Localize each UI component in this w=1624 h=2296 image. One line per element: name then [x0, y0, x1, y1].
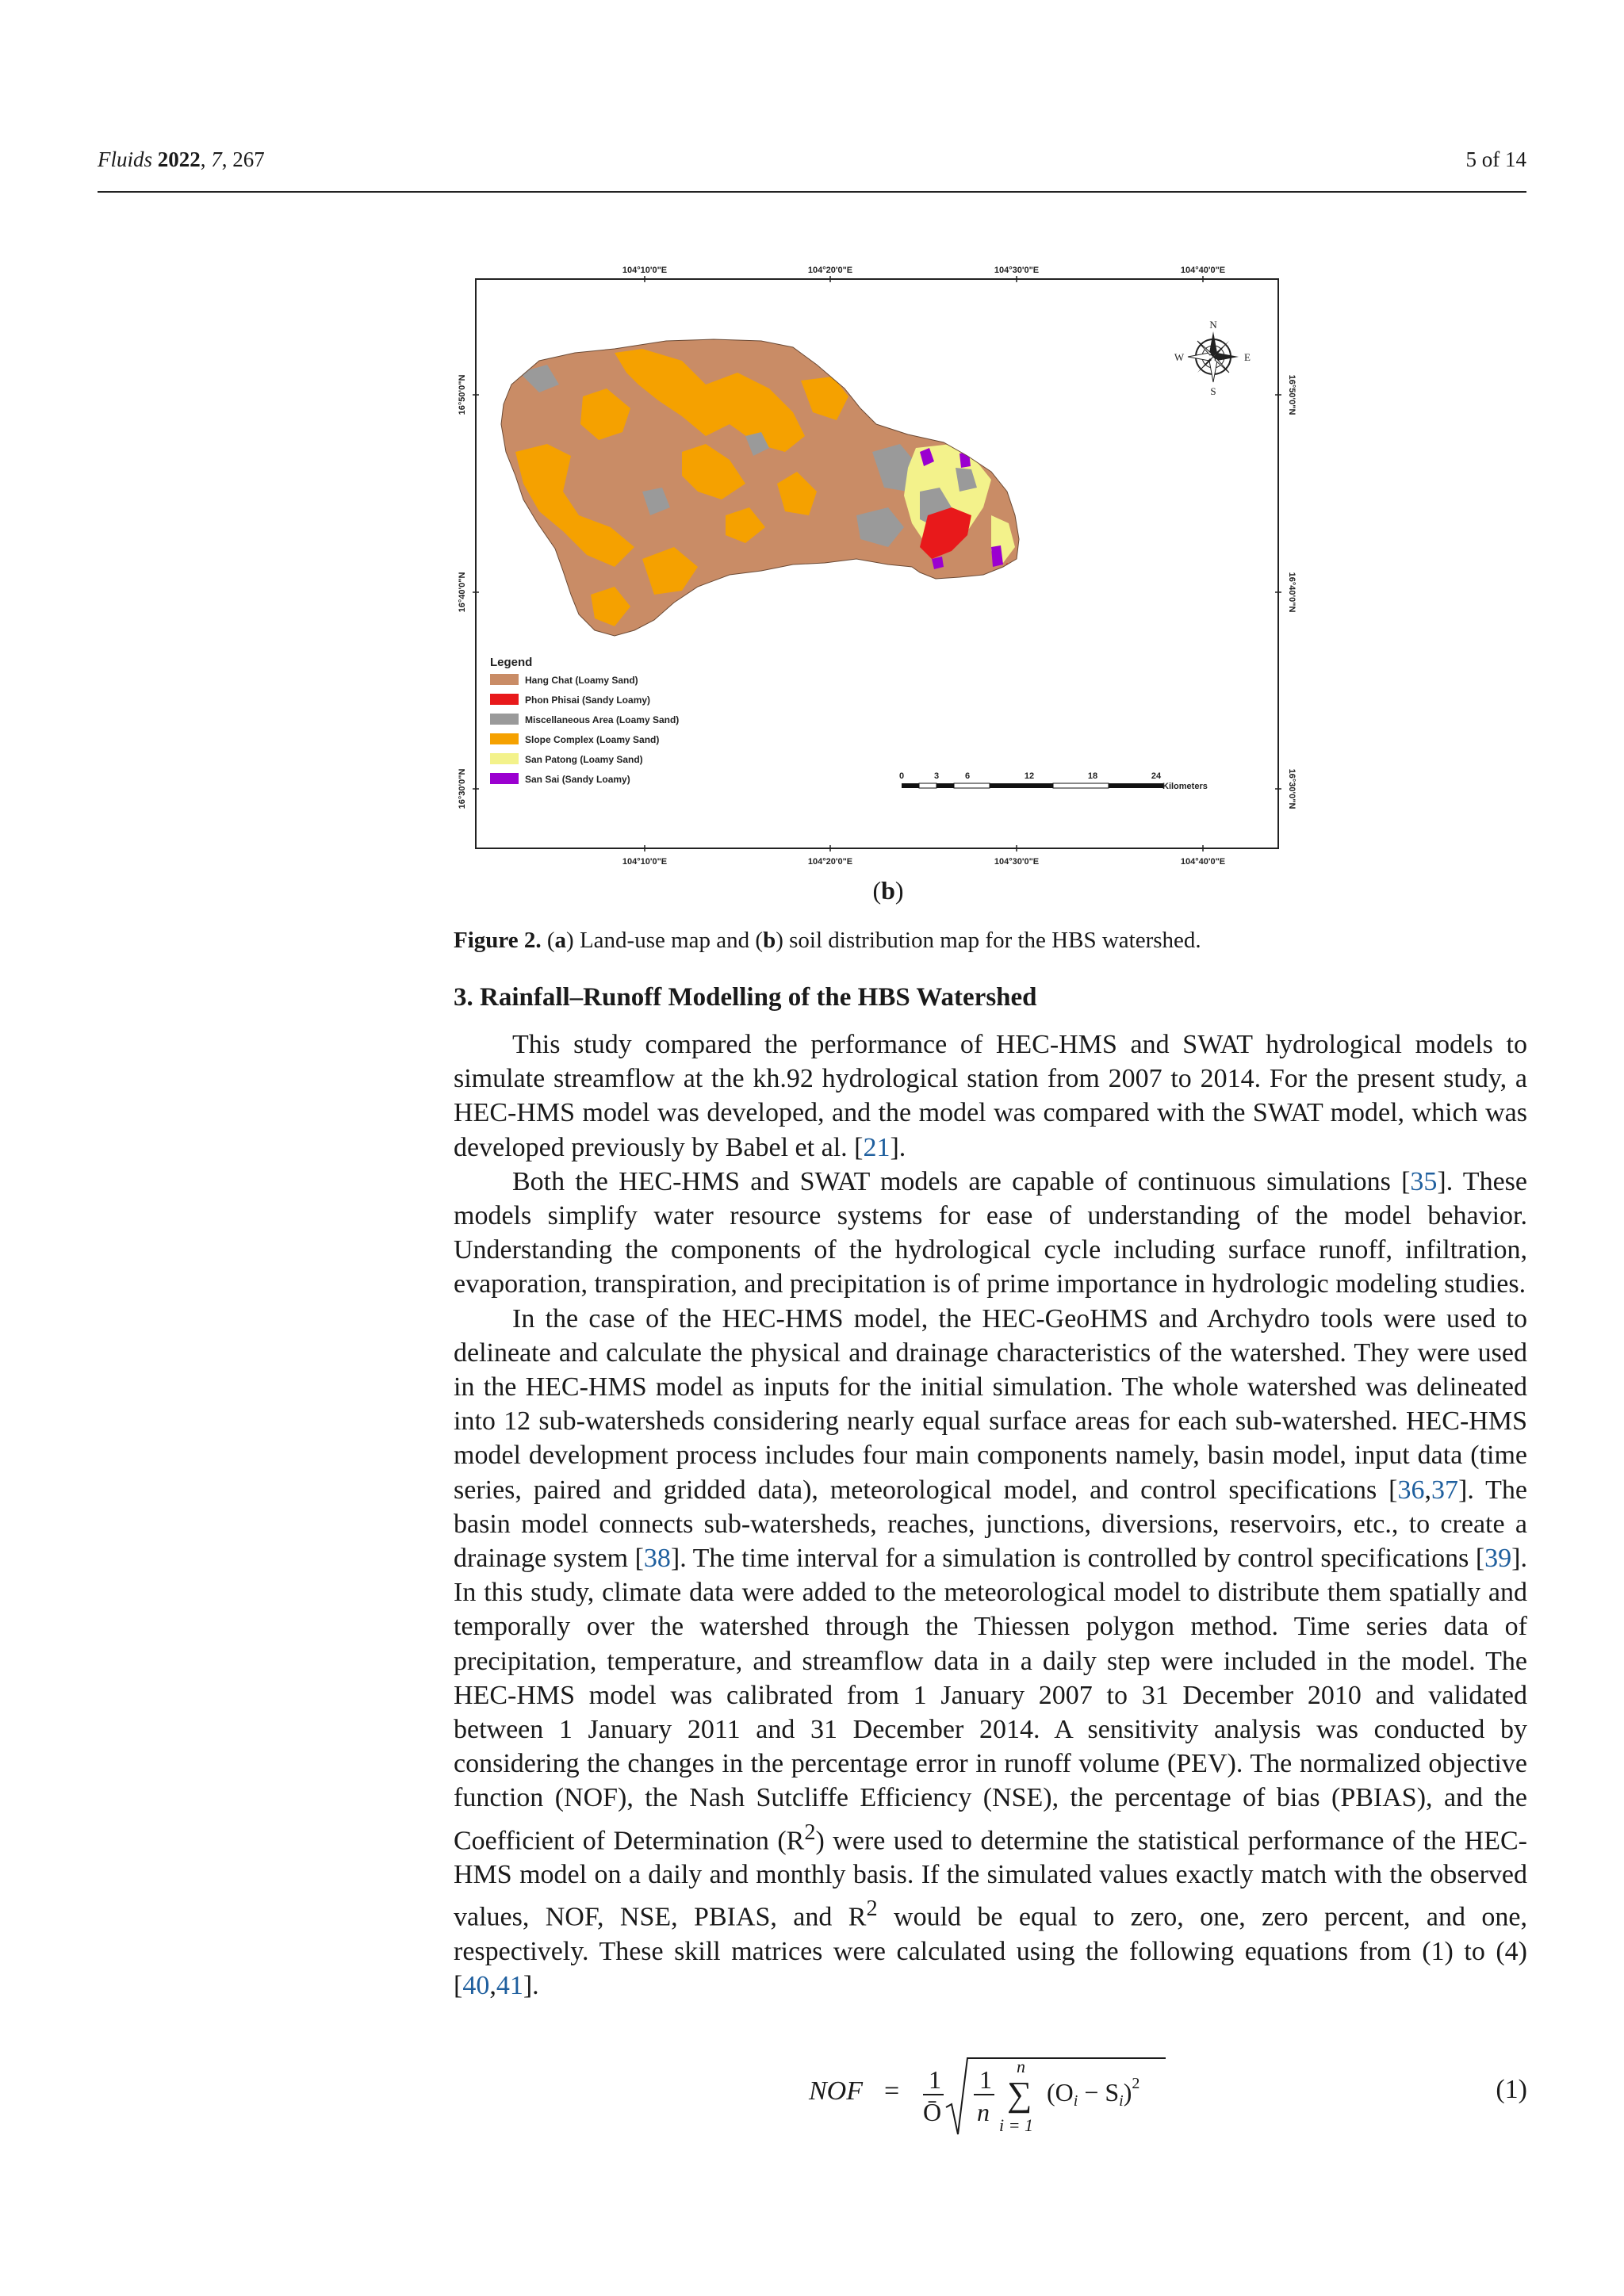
lon-tick-bottom-4: 104°40'0"E	[1180, 857, 1226, 867]
p3-text-f: would be equal to zero, one, zero percent, and one, respectively. These skill matrices were calculated using the following equations from (1) to (4) [	[454, 1902, 1527, 2001]
journal-volume: 7	[211, 147, 222, 171]
lat-tick-right-1: 16°50'0"N	[1287, 374, 1297, 415]
page-header	[98, 147, 1526, 179]
legend-swatch-hang-chat	[490, 674, 519, 685]
lon-tick-bottom-3: 104°30'0"E	[994, 857, 1040, 867]
eq-equals: =	[884, 2076, 900, 2106]
journal-citation: Fluids 2022, 7, 267	[98, 147, 265, 171]
body-text	[454, 1027, 1527, 2003]
eq-inner-den: n	[977, 2098, 990, 2126]
lon-tick-bottom-1: 104°10'0"E	[622, 857, 668, 867]
p1-end: ].	[890, 1132, 906, 1162]
paragraph-2	[454, 1165, 1527, 1302]
p2-text: Both the HEC-HMS and SWAT models are capable of continuous simulations [	[512, 1166, 1411, 1196]
lon-tick-top-1: 104°10'0"E	[622, 266, 668, 275]
citation-21[interactable]: 21	[863, 1132, 891, 1162]
eq-sum: ∑	[1007, 2075, 1032, 2114]
eq-frac-num: 1	[929, 2065, 941, 2094]
compass-w: W	[1174, 351, 1185, 363]
eq-sum-upper: n	[1017, 2057, 1025, 2076]
p1-text: This study compared the performance of HEC-HMS and SWAT hydrological models to simulate streamflow at the kh.92 hydrological station from 2007 to 2014. For the present study, a HEC-HMS model was developed, and the model was compared with the SWAT model, which was developed previously by Babel et al. [	[454, 1030, 1527, 1162]
equation-number: (1)	[1496, 2075, 1527, 2104]
header-rule	[98, 191, 1526, 193]
scale-unit: Kilometers	[1162, 782, 1208, 791]
compass-n: N	[1209, 319, 1217, 331]
lon-tick-top-3: 104°30'0"E	[994, 266, 1040, 275]
scale-tick-6: 6	[964, 771, 971, 781]
paragraph-1	[454, 1027, 1527, 1165]
caption-label: Figure 2.	[454, 928, 542, 953]
citation-35[interactable]: 35	[1410, 1166, 1438, 1196]
p3-text-e: ) were used to determine the statistical performance of the HEC-HMS model on a daily and monthly basis. If the simulated values exactly match with the observed values, NOF, NSE, PBIAS, and R	[454, 1826, 1527, 1932]
figure-sub-label	[833, 876, 944, 905]
caption-part: ) Land-use map and (	[566, 928, 764, 953]
p3-text-b: ]. The basin model connects sub-watersheds, reaches, junctions, diversions, reservoirs, etc., to create a drainage system [	[454, 1475, 1527, 1574]
eq-body	[1047, 2075, 1139, 2110]
article-number: 267	[232, 147, 265, 171]
sub-label-open: (	[872, 876, 882, 905]
eq-inner-num: 1	[979, 2065, 992, 2094]
compass-s: S	[1210, 385, 1216, 397]
lon-tick-top-4: 104°40'0"E	[1180, 266, 1226, 275]
lat-tick-right-3: 16°30'0"N	[1287, 768, 1297, 809]
figure-caption	[454, 928, 1527, 954]
eq-sub-i: i	[1073, 2092, 1078, 2110]
scale-tick-12: 12	[1024, 771, 1035, 781]
lat-tick-left-1: 16°50'0"N	[458, 374, 467, 415]
legend-label-slope: Slope Complex (Loamy Sand)	[525, 734, 660, 745]
eq-sum-lower: i = 1	[999, 2115, 1033, 2135]
eq-sub-i: i	[1119, 2092, 1124, 2110]
legend-label-misc: Miscellaneous Area (Loamy Sand)	[525, 714, 680, 725]
caption-a: a	[554, 928, 567, 953]
lat-tick-left-2: 16°40'0"N	[458, 572, 467, 613]
legend-swatch-san-sai	[490, 773, 519, 784]
p3-comma: ,	[1424, 1475, 1431, 1505]
eq-lhs: NOF	[809, 2076, 863, 2106]
sub-label-close: )	[894, 876, 904, 905]
caption-part: (	[546, 928, 555, 953]
eq-minus-s: − S	[1078, 2078, 1120, 2107]
citation-40[interactable]: 40	[462, 1971, 490, 2001]
eq-frac-den: Ō	[923, 2098, 942, 2126]
eq-o: (O	[1047, 2078, 1074, 2107]
citation-37[interactable]: 37	[1431, 1475, 1458, 1505]
p3-comma: ,	[489, 1971, 496, 2001]
legend-title: Legend	[490, 656, 533, 669]
caption-part: ) soil distribution map for the HBS watershed.	[776, 928, 1201, 953]
citation-38[interactable]: 38	[643, 1544, 671, 1574]
legend-label-hang-chat: Hang Chat (Loamy Sand)	[525, 675, 638, 686]
scale-tick-0: 0	[898, 771, 905, 781]
journal-name: Fluids	[98, 147, 153, 171]
sub-label-letter: b	[881, 876, 895, 905]
p2-rest: ]. These models simplify water resource systems for ease of understanding of the model behavior. Understanding the components of the hydrological cycle including surface runoff, infiltration, evaporation, transpiration, and precipitation is of prime importance in hydrologic modeling studies.	[454, 1166, 1527, 1299]
equation-nof	[785, 2052, 1182, 2139]
legend-swatch-slope	[490, 733, 519, 744]
journal-year: 2022	[157, 147, 201, 171]
compass-e: E	[1244, 351, 1251, 363]
citation-39[interactable]: 39	[1484, 1544, 1512, 1574]
scale-tick-3: 3	[933, 771, 940, 781]
lon-tick-bottom-2: 104°20'0"E	[807, 857, 853, 867]
legend-label-san-sai: San Sai (Sandy Loamy)	[525, 774, 630, 785]
section-heading: 3. Rainfall–Runoff Modelling of the HBS Watershed	[454, 983, 1037, 1012]
caption-b: b	[763, 928, 776, 953]
legend-swatch-san-patong	[490, 753, 519, 764]
page-number: 5 of 14	[1465, 147, 1526, 171]
lat-tick-right-2: 16°40'0"N	[1287, 572, 1297, 613]
legend-swatch-misc	[490, 714, 519, 725]
superscript-2: 2	[866, 1896, 878, 1922]
lon-tick-top-2: 104°20'0"E	[807, 266, 853, 275]
scale-tick-24: 24	[1151, 771, 1162, 781]
lat-tick-left-3: 16°30'0"N	[458, 768, 467, 809]
p3-text-d: ]. In this study, climate data were added to the meteorological model to distribute them spatially and temporally over the watershed through the Thiessen polygon method. Time series data of precipitation, temperature, and streamflow data in a daily step were included in the model. The HEC-HMS model was calibrated from 1 January 2007 to 31 December 2010 and validated between 1 January 2011 and 31 December 2014. A sensitivity analysis was conducted by considering the changes in the percentage error in runoff volume (PEV). The normalized objective function (NOF), the Nash Sutcliffe Efficiency (NSE), the percentage of bias (PBIAS), and the Coefficient of Determination (R	[454, 1544, 1527, 1855]
citation-36[interactable]: 36	[1397, 1475, 1425, 1505]
eq-close: )	[1123, 2078, 1132, 2107]
p3-end: ].	[523, 1971, 539, 2001]
soil-distribution-map	[444, 254, 1308, 888]
legend-swatch-phon-phisai	[490, 694, 519, 705]
eq-square: 2	[1132, 2075, 1140, 2092]
p3-text-c: ]. The time interval for a simulation is controlled by control specifications [	[670, 1544, 1485, 1574]
superscript-2: 2	[804, 1820, 816, 1845]
scale-tick-18: 18	[1087, 771, 1098, 781]
citation-41[interactable]: 41	[496, 1971, 523, 2001]
legend-label-phon-phisai: Phon Phisai (Sandy Loamy)	[525, 695, 651, 706]
p3-text-a: In the case of the HEC-HMS model, the HEC-GeoHMS and Archydro tools were used to delineate and calculate the physical and drainage characteristics of the watershed. They were used in the HEC-HMS model as inputs for the initial simulation. The whole watershed was delineated into 12 sub-watersheds considering nearly equal surface areas for each sub-watershed. HEC-HMS model development process includes four main components namely, basin model, input data (time series, paired and gridded data), meteorological model, and control specifications [	[454, 1303, 1527, 1505]
legend-label-san-patong: San Patong (Loamy Sand)	[525, 754, 643, 765]
paragraph-3	[454, 1302, 1527, 2003]
